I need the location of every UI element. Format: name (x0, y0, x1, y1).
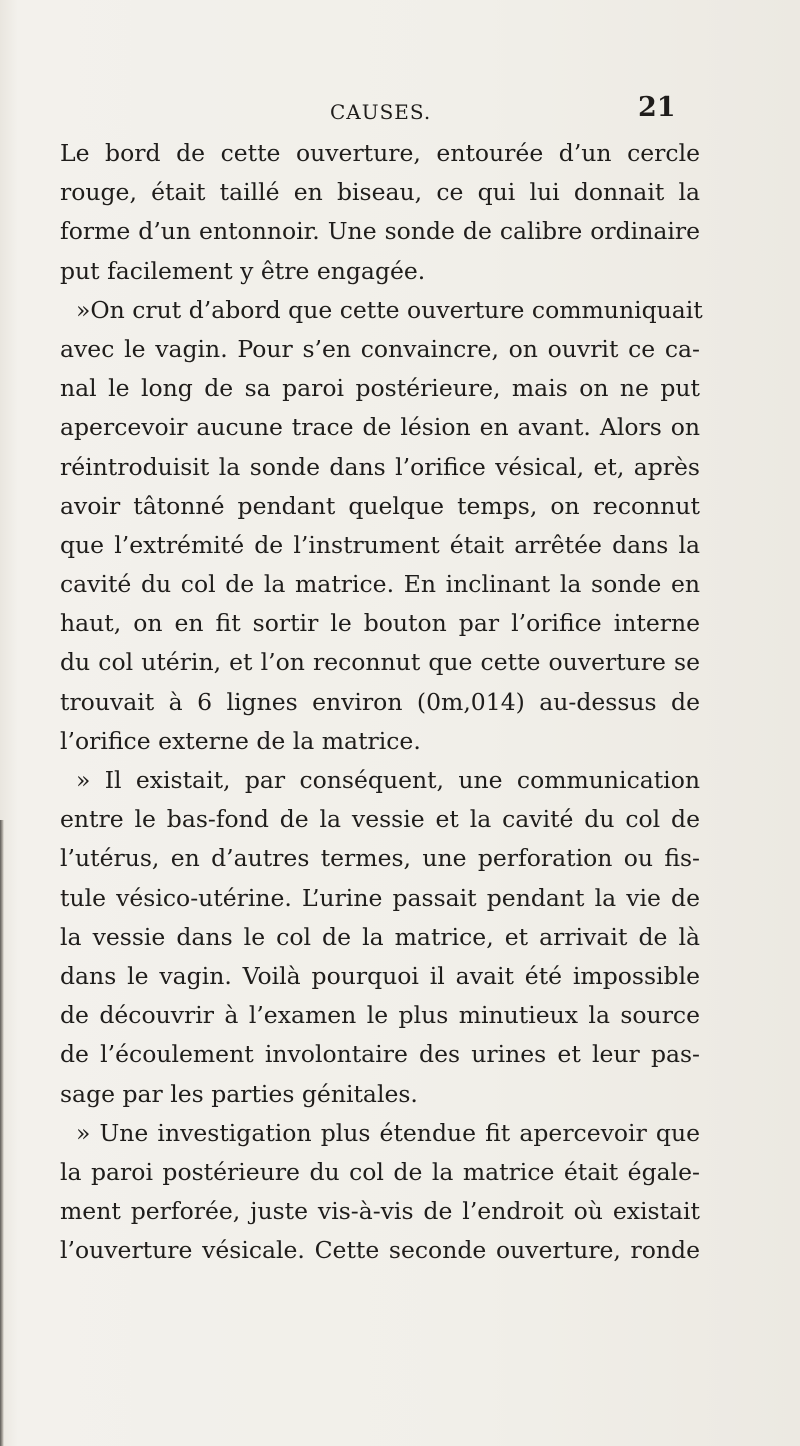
text-line: sage par les parties génitales. (60, 1079, 418, 1108)
running-head (0, 92, 800, 132)
text-line: l’ouverture vésicale. Cette seconde ouverture, ronde (60, 1236, 700, 1265)
text-line: réintroduisit la sonde dans l’orifice vésical, et, après (60, 452, 700, 481)
text-line: la vessie dans le col de la matrice, et arrivait de là (60, 922, 700, 951)
text-line: ment perforée, juste vis-à-vis de l’endroit où existait (60, 1197, 700, 1226)
text-line: » Une investigation plus étendue fit apercevoir que (76, 1118, 700, 1147)
text-line: » Il existait, par conséquent, une communication (76, 766, 700, 794)
text-line: haut, on en fit sortir le bouton par l’orifice interne (60, 609, 700, 638)
text-line: du col utérin, et l’on reconnut que cette ouverture se (60, 648, 700, 677)
text-line: avoir tâtonné pendant quelque temps, on reconnut (60, 491, 700, 520)
body-text (60, 134, 703, 1270)
text-line: forme d’un entonnoir. Une sonde de calibre ordinaire (60, 217, 700, 246)
text-line: apercevoir aucune trace de lésion en avant. Alors on (60, 413, 700, 442)
text-line: dans le vagin. Voilà pourquoi il avait été impossible (60, 961, 700, 990)
text-line: entre le bas-fond de la vessie et la cavité du col de (60, 805, 700, 834)
text-line: avec le vagin. Pour s’en convaincre, on ouvrit ce ca- (60, 334, 700, 363)
text-line: l’orifice externe de la matrice. (60, 726, 421, 755)
text-line: de découvrir à l’examen le plus minutieux la source (60, 1001, 700, 1030)
text-line: put facilement y être engagée. (60, 256, 426, 285)
text-line: trouvait à 6 lignes environ (0m,014) au-dessus de (60, 687, 700, 716)
text-line: de l’écoulement involontaire des urines et leur pas- (60, 1040, 700, 1069)
text-line: la paroi postérieure du col de la matrice était égale- (60, 1157, 700, 1186)
text-line: rouge, était taillé en biseau, ce qui lui donnait la (60, 178, 700, 207)
page-binding-edge (0, 820, 4, 1446)
text-line: »On crut d’abord que cette ouverture communiquait (76, 295, 703, 324)
running-head-title: CAUSES. (330, 100, 432, 124)
text-line: que l’extrémité de l’instrument était arrêtée dans la (60, 530, 700, 559)
page-number: 21 (638, 92, 676, 123)
text-line: l’utérus, en d’autres termes, une perforation ou fis- (60, 844, 700, 873)
text-line: nal le long de sa paroi postérieure, mais on ne put (60, 374, 700, 403)
text-line: tule vésico-utérine. L’urine passait pendant la vie de (60, 883, 700, 912)
text-line: cavité du col de la matrice. En inclinant la sonde en (60, 570, 700, 599)
text-line: Le bord de cette ouverture, entourée d’un cercle (60, 139, 700, 167)
